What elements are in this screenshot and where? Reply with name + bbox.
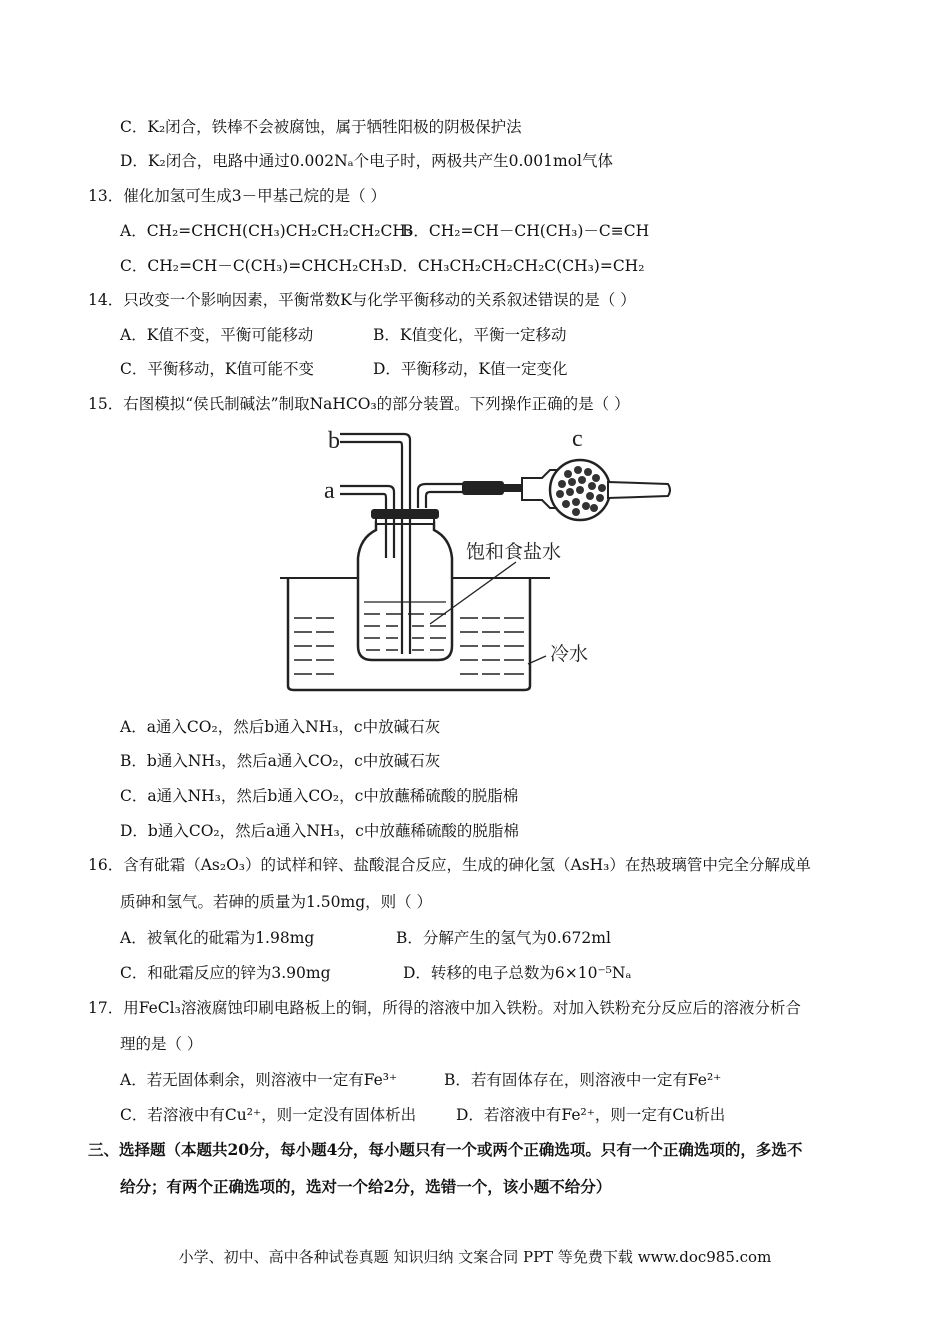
question-16-cont: 质砷和氢气。若砷的质量为1.50mg，则（ ） [120, 893, 433, 911]
q16-option-a: A．被氧化的砒霜为1.98mg [120, 929, 315, 947]
page-footer: 小学、初中、高中各种试卷真题 知识归纳 文案合同 PPT 等免费下载 www.doc985.com [178, 1248, 772, 1266]
q15-option-c: C．a通入NH₃，然后b通入CO₂，c中放蘸稀硫酸的脱脂棉 [120, 787, 519, 805]
q15-option-b: B．b通入NH₃，然后a通入CO₂，c中放碱石灰 [120, 752, 441, 770]
q17-option-b: B．若有固体存在，则溶液中一定有Fe²⁺ [444, 1071, 722, 1089]
drying-tube-c [522, 460, 670, 520]
q16-option-d: D．转移的电子总数为6×10⁻⁵Nₐ [403, 964, 632, 982]
label-b: b [328, 428, 340, 454]
q17-option-a: A．若无固体剩余，则溶液中一定有Fe³⁺ [120, 1071, 398, 1089]
q15-option-d: D．b通入CO₂，然后a通入NH₃，c中放蘸稀硫酸的脱脂棉 [120, 822, 519, 840]
question-14: 14．只改变一个影响因素，平衡常数K与化学平衡移动的关系叙述错误的是（ ） [88, 291, 636, 309]
question-17: 17．用FeCl₃溶液腐蚀印刷电路板上的铜，所得的溶液中加入铁粉。对加入铁粉充分反应后的溶液分析合 [88, 999, 801, 1017]
apparatus-figure [280, 418, 720, 698]
gas-bottle [358, 522, 452, 660]
label-cold-water: 冷水 [550, 643, 589, 665]
q14-option-c: C．平衡移动，K值可能不变 [120, 360, 314, 378]
question-17-cont: 理的是（ ） [120, 1035, 203, 1053]
section-3-heading-cont: 给分；有两个正确选项的，选对一个给2分，选错一个，该小题不给分） [120, 1177, 612, 1196]
rubber-stopper [372, 510, 438, 524]
q12-option-d: D．K₂闭合，电路中通过0.002Nₐ个电子时，两极共产生0.001mol气体 [120, 152, 613, 170]
q17-option-d: D．若溶液中有Fe²⁺，则一定有Cu析出 [456, 1106, 726, 1124]
q13-option-c: C．CH₂=CH－C(CH₃)=CHCH₂CH₃ [120, 257, 390, 275]
q14-option-d: D．平衡移动，K值一定变化 [373, 360, 568, 378]
label-c: c [572, 426, 583, 452]
q16-option-c: C．和砒霜反应的锌为3.90mg [120, 964, 331, 982]
q13-option-b: B．CH₂=CH－CH(CH₃)－C≡CH [402, 222, 650, 240]
label-a: a [324, 478, 335, 504]
question-15: 15．右图模拟“侯氏制碱法”制取NaHCO₃的部分装置。下列操作正确的是（ ） [88, 395, 630, 413]
q13-option-d: D．CH₃CH₂CH₂CH₂C(CH₃)=CH₂ [390, 257, 645, 275]
rubber-connector [462, 481, 522, 495]
section-3-heading: 三、选择题（本题共20分，每小题4分，每小题只有一个或两个正确选项。只有一个正确选项的，多选不 [88, 1140, 803, 1159]
q15-option-a: A．a通入CO₂，然后b通入NH₃，c中放碱石灰 [120, 718, 441, 736]
q17-option-c: C．若溶液中有Cu²⁺，则一定没有固体析出 [120, 1106, 417, 1124]
question-13: 13．催化加氢可生成3－甲基己烷的是（ ） [88, 187, 387, 205]
q14-option-a: A．K值不变，平衡可能移动 [120, 326, 314, 344]
q13-option-a: A．CH₂=CHCH(CH₃)CH₂CH₂CH₂CH₃ [120, 222, 413, 240]
q12-option-c: C．K₂闭合，铁棒不会被腐蚀，属于牺牲阳极的阴极保护法 [120, 118, 522, 136]
label-brine: 饱和食盐水 [466, 541, 562, 563]
question-16: 16．含有砒霜（As₂O₃）的试样和锌、盐酸混合反应，生成的砷化氢（AsH₃）在热玻璃管中完全分解成单 [88, 856, 811, 874]
q14-option-b: B．K值变化，平衡一定移动 [373, 326, 567, 344]
outlet-tube [418, 484, 464, 508]
q16-option-b: B．分解产生的氢气为0.672ml [396, 929, 611, 947]
